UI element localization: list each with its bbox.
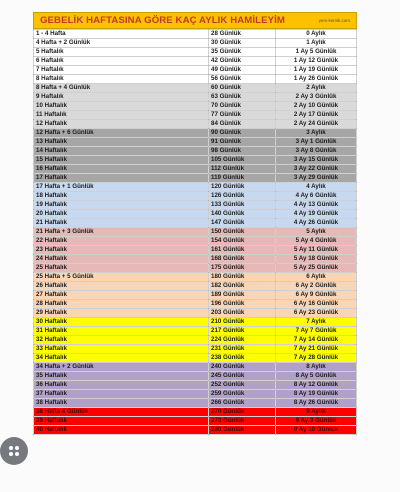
months-cell: 2 Ay 3 Günlük: [276, 93, 357, 102]
days-cell: 224 Günlük: [209, 336, 276, 345]
table-row: [34, 345, 357, 354]
table-row: [34, 363, 357, 372]
week-cell: 17 Hafta + 1 Günlük: [34, 183, 209, 192]
days-cell: 240 Günlük: [209, 363, 276, 372]
table-row: [34, 264, 357, 273]
months-cell: 7 Ay 28 Günlük: [276, 354, 357, 363]
months-cell: 9 Ay 10 Günlük: [276, 426, 357, 435]
days-cell: 56 Günlük: [209, 75, 276, 84]
days-cell: 126 Günlük: [209, 192, 276, 201]
days-cell: 35 Günlük: [209, 48, 276, 57]
table-row: [34, 237, 357, 246]
months-cell: 4 Ay 6 Günlük: [276, 192, 357, 201]
months-cell: 6 Ay 23 Günlük: [276, 309, 357, 318]
months-cell: 0 Aylık: [276, 30, 357, 39]
table-row: [34, 408, 357, 417]
week-cell: 25 Haftalık: [34, 264, 209, 273]
site-watermark: yeni-kemik.com: [318, 18, 350, 23]
table-row: [34, 183, 357, 192]
days-cell: 210 Günlük: [209, 318, 276, 327]
table-row: [34, 210, 357, 219]
table-row: [34, 165, 357, 174]
table-row: [34, 318, 357, 327]
table-row: [34, 390, 357, 399]
months-cell: 6 Ay 9 Günlük: [276, 291, 357, 300]
months-cell: 7 Ay 7 Günlük: [276, 327, 357, 336]
months-cell: 3 Ay 1 Günlük: [276, 138, 357, 147]
table-row: [34, 147, 357, 156]
days-cell: 217 Günlük: [209, 327, 276, 336]
table-row: [34, 282, 357, 291]
week-cell: 4 Hafta + 2 Günlük: [34, 39, 209, 48]
week-cell: 40 Haftalık: [34, 426, 209, 435]
pregnancy-week-table: [33, 29, 357, 435]
days-cell: 189 Günlük: [209, 291, 276, 300]
days-cell: 91 Günlük: [209, 138, 276, 147]
table-row: [34, 417, 357, 426]
months-cell: 6 Aylık: [276, 273, 357, 282]
months-cell: 1 Aylık: [276, 39, 357, 48]
months-cell: 5 Ay 4 Günlük: [276, 237, 357, 246]
months-cell: 2 Ay 10 Günlük: [276, 102, 357, 111]
pregnancy-table-sheet: [33, 12, 357, 435]
days-cell: 84 Günlük: [209, 120, 276, 129]
months-cell: 1 Ay 26 Günlük: [276, 75, 357, 84]
week-cell: 29 Haftalık: [34, 309, 209, 318]
week-cell: 10 Haftalık: [34, 102, 209, 111]
week-cell: 13 Haftalık: [34, 138, 209, 147]
days-cell: 30 Günlük: [209, 39, 276, 48]
months-cell: 2 Aylık: [276, 84, 357, 93]
week-cell: 32 Haftalık: [34, 336, 209, 345]
table-row: [34, 66, 357, 75]
week-cell: 12 Haftalık: [34, 120, 209, 129]
days-cell: 203 Günlük: [209, 309, 276, 318]
table-row: [34, 129, 357, 138]
table-row: [34, 426, 357, 435]
days-cell: 150 Günlük: [209, 228, 276, 237]
week-cell: 8 Hafta + 4 Günlük: [34, 84, 209, 93]
days-cell: 60 Günlük: [209, 84, 276, 93]
months-cell: 4 Aylık: [276, 183, 357, 192]
week-cell: 16 Haftalık: [34, 165, 209, 174]
days-cell: 90 Günlük: [209, 129, 276, 138]
week-cell: 12 Hafta + 6 Günlük: [34, 129, 209, 138]
months-cell: 4 Ay 19 Günlük: [276, 210, 357, 219]
months-cell: 2 Ay 17 Günlük: [276, 111, 357, 120]
months-cell: 4 Ay 26 Günlük: [276, 219, 357, 228]
days-cell: 119 Günlük: [209, 174, 276, 183]
week-cell: 15 Haftalık: [34, 156, 209, 165]
week-cell: 22 Haftalık: [34, 237, 209, 246]
days-cell: 175 Günlük: [209, 264, 276, 273]
days-cell: 273 Günlük: [209, 417, 276, 426]
months-cell: 8 Ay 26 Günlük: [276, 399, 357, 408]
table-row: [34, 84, 357, 93]
table-row: [34, 300, 357, 309]
days-cell: 231 Günlük: [209, 345, 276, 354]
months-cell: 4 Ay 13 Günlük: [276, 201, 357, 210]
week-cell: 18 Haftalık: [34, 192, 209, 201]
table-row: [34, 309, 357, 318]
week-cell: 14 Haftalık: [34, 147, 209, 156]
week-cell: 7 Haftalık: [34, 66, 209, 75]
months-cell: 3 Ay 15 Günlük: [276, 156, 357, 165]
days-cell: 238 Günlük: [209, 354, 276, 363]
week-cell: 28 Haftalık: [34, 300, 209, 309]
days-cell: 154 Günlük: [209, 237, 276, 246]
week-cell: 39 Haftalık: [34, 417, 209, 426]
week-cell: 20 Haftalık: [34, 210, 209, 219]
months-cell: 3 Ay 8 Günlük: [276, 147, 357, 156]
months-cell: 1 Ay 19 Günlük: [276, 66, 357, 75]
table-row: [34, 75, 357, 84]
months-cell: 3 Ay 29 Günlük: [276, 174, 357, 183]
table-row: [34, 111, 357, 120]
week-cell: 34 Haftalık: [34, 354, 209, 363]
months-cell: 7 Ay 21 Günlük: [276, 345, 357, 354]
months-cell: 9 Aylık: [276, 408, 357, 417]
days-cell: 120 Günlük: [209, 183, 276, 192]
table-title: GEBELİK HAFTASINA GÖRE KAÇ AYLIK HAMİLEYİM: [40, 15, 285, 26]
table-row: [34, 219, 357, 228]
months-cell: 8 Aylık: [276, 363, 357, 372]
days-cell: 266 Günlük: [209, 399, 276, 408]
week-cell: 8 Haftalık: [34, 75, 209, 84]
week-cell: 27 Haftalık: [34, 291, 209, 300]
lens-icon: [6, 443, 22, 459]
months-cell: 7 Ay 14 Günlük: [276, 336, 357, 345]
table-row: [34, 327, 357, 336]
week-cell: 6 Haftalık: [34, 57, 209, 66]
table-row: [34, 399, 357, 408]
week-cell: 5 Haftalık: [34, 48, 209, 57]
table-row: [34, 381, 357, 390]
week-cell: 38 Haftalık: [34, 399, 209, 408]
months-cell: 8 Ay 12 Günlük: [276, 381, 357, 390]
table-row: [34, 174, 357, 183]
days-cell: 259 Günlük: [209, 390, 276, 399]
week-cell: 23 Haftalık: [34, 246, 209, 255]
months-cell: 6 Ay 16 Günlük: [276, 300, 357, 309]
months-cell: 5 Ay 18 Günlük: [276, 255, 357, 264]
months-cell: 3 Ay 22 Günlük: [276, 165, 357, 174]
months-cell: 6 Ay 2 Günlük: [276, 282, 357, 291]
table-row: [34, 138, 357, 147]
week-cell: 36 Haftalık: [34, 381, 209, 390]
days-cell: 70 Günlük: [209, 102, 276, 111]
table-row: [34, 255, 357, 264]
week-cell: 30 Haftalık: [34, 318, 209, 327]
days-cell: 280 Günlük: [209, 426, 276, 435]
week-cell: 17 Haftalık: [34, 174, 209, 183]
week-cell: 33 Haftalık: [34, 345, 209, 354]
table-row: [34, 30, 357, 39]
table-row: [34, 354, 357, 363]
months-cell: 8 Ay 19 Günlük: [276, 390, 357, 399]
months-cell: 1 Ay 5 Günlük: [276, 48, 357, 57]
week-cell: 37 Haftalık: [34, 390, 209, 399]
table-row: [34, 48, 357, 57]
days-cell: 112 Günlük: [209, 165, 276, 174]
months-cell: 9 Ay 3 Günlük: [276, 417, 357, 426]
months-cell: 3 Aylık: [276, 129, 357, 138]
days-cell: 28 Günlük: [209, 30, 276, 39]
week-cell: 26 Haftalık: [34, 282, 209, 291]
week-cell: 9 Haftalık: [34, 93, 209, 102]
table-row: [34, 246, 357, 255]
table-row: [34, 120, 357, 129]
months-cell: 2 Ay 24 Günlük: [276, 120, 357, 129]
days-cell: 245 Günlük: [209, 372, 276, 381]
week-cell: 24 Haftalık: [34, 255, 209, 264]
months-cell: 5 Ay 11 Günlük: [276, 246, 357, 255]
months-cell: 5 Ay 25 Günlük: [276, 264, 357, 273]
days-cell: 182 Günlük: [209, 282, 276, 291]
days-cell: 77 Günlük: [209, 111, 276, 120]
week-cell: 1 - 4 Hafta: [34, 30, 209, 39]
days-cell: 147 Günlük: [209, 219, 276, 228]
table-row: [34, 201, 357, 210]
visual-search-icon[interactable]: [0, 437, 28, 465]
table-row: [34, 273, 357, 282]
table-row: [34, 336, 357, 345]
week-cell: 19 Haftalık: [34, 201, 209, 210]
days-cell: 168 Günlük: [209, 255, 276, 264]
days-cell: 180 Günlük: [209, 273, 276, 282]
title-bar: [33, 12, 357, 29]
months-cell: 1 Ay 12 Günlük: [276, 57, 357, 66]
days-cell: 63 Günlük: [209, 93, 276, 102]
days-cell: 140 Günlük: [209, 210, 276, 219]
days-cell: 105 Günlük: [209, 156, 276, 165]
table-row: [34, 102, 357, 111]
table-row: [34, 156, 357, 165]
week-cell: 25 Hafta + 5 Günlük: [34, 273, 209, 282]
week-cell: 38 Hafta 4 Günlük: [34, 408, 209, 417]
table-row: [34, 39, 357, 48]
table-row: [34, 372, 357, 381]
days-cell: 49 Günlük: [209, 66, 276, 75]
table-row: [34, 291, 357, 300]
week-cell: 35 Haftalık: [34, 372, 209, 381]
week-cell: 31 Haftalık: [34, 327, 209, 336]
months-cell: 5 Aylık: [276, 228, 357, 237]
days-cell: 133 Günlük: [209, 201, 276, 210]
week-cell: 11 Haftalık: [34, 111, 209, 120]
week-cell: 34 Hafta + 2 Günlük: [34, 363, 209, 372]
week-cell: 21 Hafta + 3 Günlük: [34, 228, 209, 237]
days-cell: 196 Günlük: [209, 300, 276, 309]
days-cell: 252 Günlük: [209, 381, 276, 390]
week-cell: 21 Haftalık: [34, 219, 209, 228]
days-cell: 98 Günlük: [209, 147, 276, 156]
table-row: [34, 57, 357, 66]
table-row: [34, 192, 357, 201]
days-cell: 161 Günlük: [209, 246, 276, 255]
months-cell: 8 Ay 5 Günlük: [276, 372, 357, 381]
months-cell: 7 Aylık: [276, 318, 357, 327]
days-cell: 270 Günlük: [209, 408, 276, 417]
days-cell: 42 Günlük: [209, 57, 276, 66]
table-row: [34, 93, 357, 102]
table-row: [34, 228, 357, 237]
